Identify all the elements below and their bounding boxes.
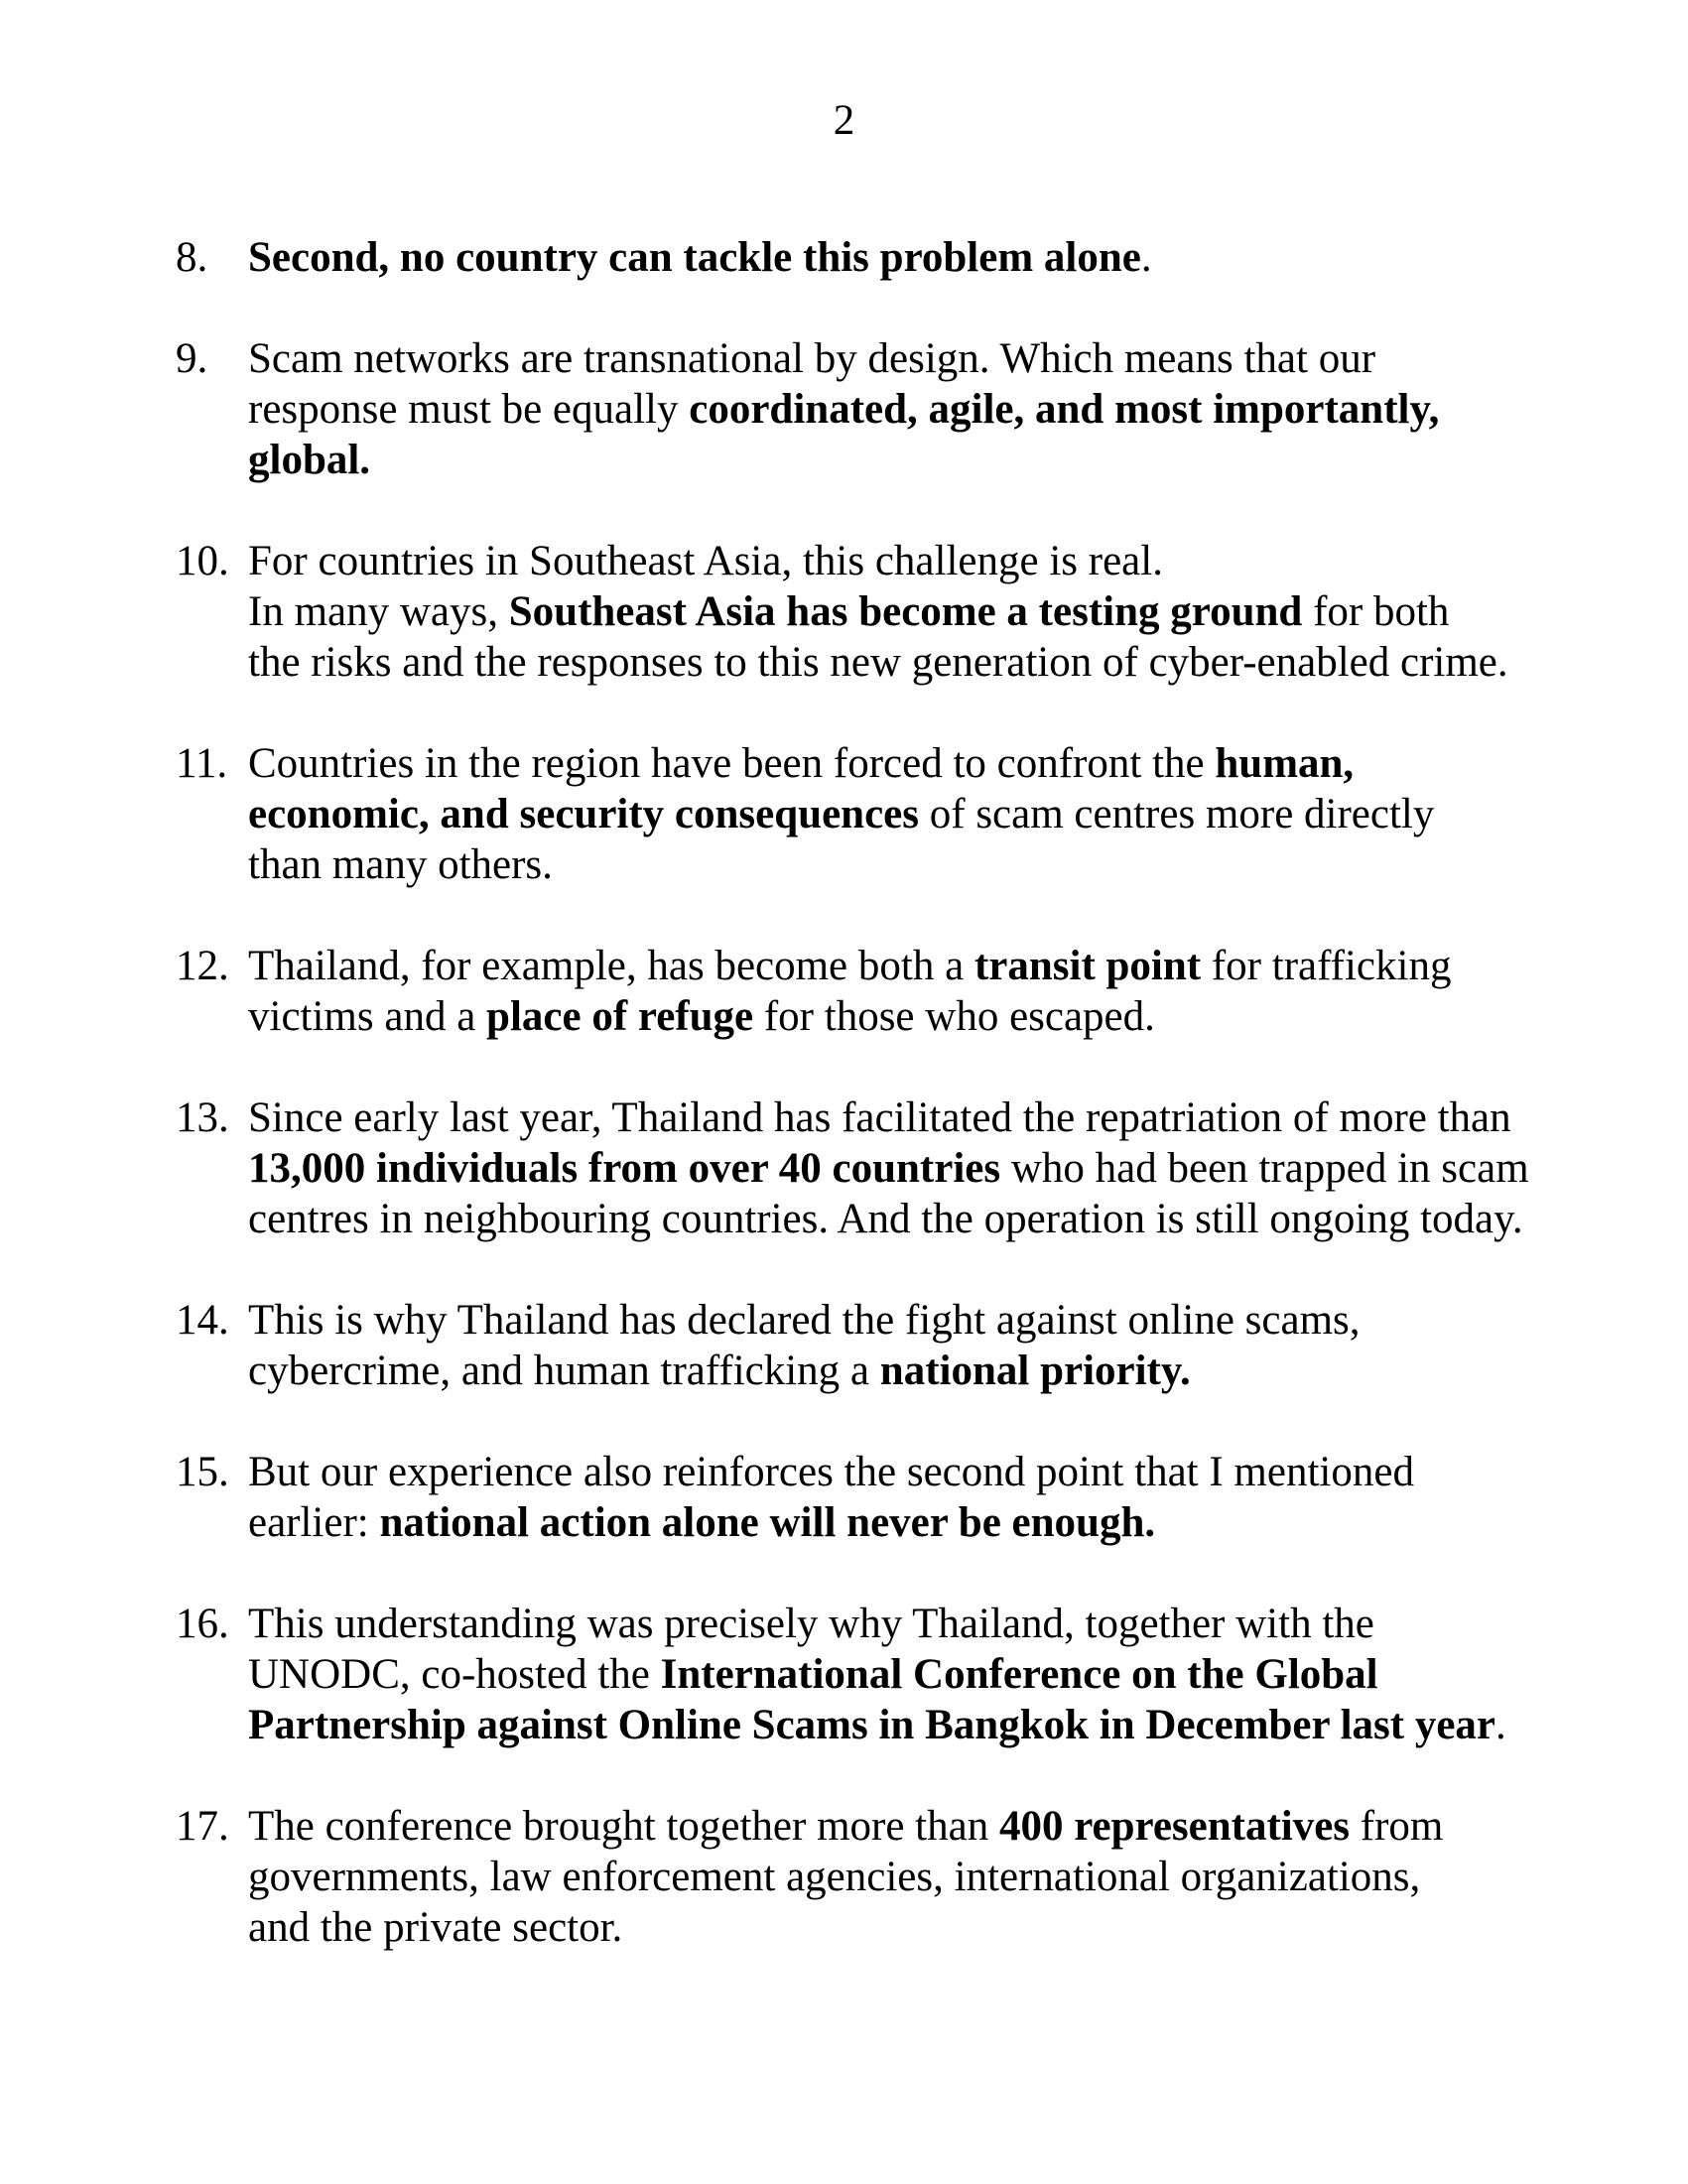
- paragraph-number: 17.: [176, 1803, 229, 1850]
- bold-text-segment: transit point: [974, 943, 1202, 989]
- text-segment: cybercrime, and human trafficking a: [248, 1348, 880, 1394]
- text-segment: Thailand, for example, has become both a: [248, 943, 974, 989]
- text-segment: and the private sector.: [248, 1904, 623, 1951]
- text-line: [248, 1447, 1559, 1497]
- bold-text-segment: economic, and security consequences: [248, 791, 919, 837]
- numbered-paragraph: [176, 232, 1559, 283]
- text-line: [248, 637, 1559, 688]
- text-segment: .: [1140, 234, 1152, 281]
- text-segment: Since early last year, Thailand has facilitated the repatriation of more than: [248, 1094, 1511, 1141]
- numbered-paragraph: [176, 1092, 1559, 1244]
- text-segment: for those who escaped.: [753, 993, 1155, 1040]
- text-segment: the risks and the responses to this new generation of cyber-enabled crime.: [248, 639, 1508, 686]
- text-segment: For countries in Southeast Asia, this challenge is real.: [248, 538, 1163, 584]
- text-line: [248, 1599, 1559, 1649]
- bold-text-segment: Partnership against Online Scams in Bangkok in December last year: [248, 1702, 1495, 1748]
- paragraph-text: [248, 232, 1559, 283]
- text-segment: .: [1495, 1702, 1506, 1748]
- text-segment: who had been trapped in scam: [1000, 1145, 1529, 1192]
- numbered-paragraph: [176, 941, 1559, 1042]
- paragraph-list: [0, 232, 1688, 1953]
- bold-text-segment: coordinated, agile, and most importantly,: [689, 386, 1440, 433]
- text-segment: governments, law enforcement agencies, international organizations,: [248, 1854, 1421, 1900]
- text-line: [248, 586, 1559, 637]
- paragraph-text: [248, 536, 1559, 688]
- numbered-paragraph: [176, 1599, 1559, 1750]
- paragraph-text: [248, 1295, 1559, 1396]
- text-segment: from: [1350, 1803, 1444, 1850]
- text-line: [248, 789, 1559, 839]
- page-number: 2: [833, 97, 855, 144]
- text-segment: But our experience also reinforces the second point that I mentioned: [248, 1449, 1414, 1495]
- paragraph-text: [248, 1801, 1559, 1953]
- text-segment: than many others.: [248, 841, 553, 888]
- text-segment: This understanding was precisely why Thailand, together with the: [248, 1601, 1374, 1647]
- text-line: [248, 738, 1559, 789]
- text-line: [248, 839, 1559, 890]
- numbered-paragraph: [176, 1801, 1559, 1953]
- paragraph-number: 12.: [176, 943, 229, 989]
- text-segment: earlier:: [248, 1499, 380, 1546]
- numbered-paragraph: [176, 536, 1559, 688]
- text-line: [248, 1143, 1559, 1194]
- text-line: [248, 1902, 1559, 1953]
- bold-text-segment: Southeast Asia has become a testing ground: [508, 588, 1303, 635]
- paragraph-number: 11.: [176, 740, 228, 787]
- bold-text-segment: 400 representatives: [998, 1803, 1351, 1850]
- paragraph-number: 14.: [176, 1297, 229, 1344]
- text-line: [248, 1092, 1559, 1143]
- numbered-paragraph: [176, 1447, 1559, 1548]
- text-segment: In many ways,: [248, 588, 509, 635]
- bold-text-segment: place of refuge: [486, 993, 754, 1040]
- text-segment: victims and a: [248, 993, 487, 1040]
- paragraph-text: [248, 738, 1559, 890]
- paragraph-text: [248, 941, 1559, 1042]
- bold-text-segment: 13,000 individuals from over 40 countries: [248, 1145, 1001, 1192]
- text-segment: UNODC, co-hosted the: [248, 1651, 661, 1698]
- text-segment: for both: [1302, 588, 1450, 635]
- paragraph-text: [248, 333, 1559, 485]
- text-segment: Scam networks are transnational by design. Which means that our: [248, 335, 1376, 382]
- text-line: [248, 941, 1559, 991]
- text-line: [248, 991, 1559, 1042]
- bold-text-segment: global.: [248, 437, 371, 483]
- bold-text-segment: International Conference on the Global: [660, 1651, 1378, 1698]
- text-segment: response must be equally: [248, 386, 690, 433]
- text-line: [248, 435, 1559, 485]
- paragraph-text: [248, 1447, 1559, 1548]
- text-segment: for trafficking: [1201, 943, 1452, 989]
- paragraph-number: 13.: [176, 1094, 229, 1141]
- text-line: [248, 232, 1559, 283]
- text-line: [248, 1194, 1559, 1244]
- text-line: [248, 1295, 1559, 1346]
- text-segment: This is why Thailand has declared the fight against online scams,: [248, 1297, 1361, 1344]
- text-line: [248, 536, 1559, 586]
- paragraph-number: 8.: [176, 234, 208, 281]
- paragraph-number: 16.: [176, 1601, 229, 1647]
- text-line: [248, 1801, 1559, 1852]
- text-line: [248, 1852, 1559, 1902]
- text-segment: Countries in the region have been forced to confront the: [248, 740, 1216, 787]
- text-segment: of scam centres more directly: [919, 791, 1435, 837]
- paragraph-number: 10.: [176, 538, 229, 584]
- paragraph-number: 15.: [176, 1449, 229, 1495]
- bold-text-segment: national action alone will never be enough.: [379, 1499, 1156, 1546]
- text-line: [248, 1497, 1559, 1548]
- paragraph-text: [248, 1092, 1559, 1244]
- text-line: [248, 384, 1559, 435]
- bold-text-segment: national priority.: [879, 1348, 1191, 1394]
- text-line: [248, 1649, 1559, 1700]
- text-line: [248, 1700, 1559, 1750]
- text-line: [248, 333, 1559, 384]
- numbered-paragraph: [176, 1295, 1559, 1396]
- paragraph-text: [248, 1599, 1559, 1750]
- numbered-paragraph: [176, 333, 1559, 485]
- paragraph-number: 9.: [176, 335, 208, 382]
- bold-text-segment: human,: [1215, 740, 1355, 787]
- text-segment: centres in neighbouring countries. And the operation is still ongoing today.: [248, 1196, 1523, 1242]
- bold-text-segment: Second, no country can tackle this problem alone: [248, 234, 1141, 281]
- numbered-paragraph: [176, 738, 1559, 890]
- text-line: [248, 1346, 1559, 1396]
- text-segment: The conference brought together more than: [248, 1803, 999, 1850]
